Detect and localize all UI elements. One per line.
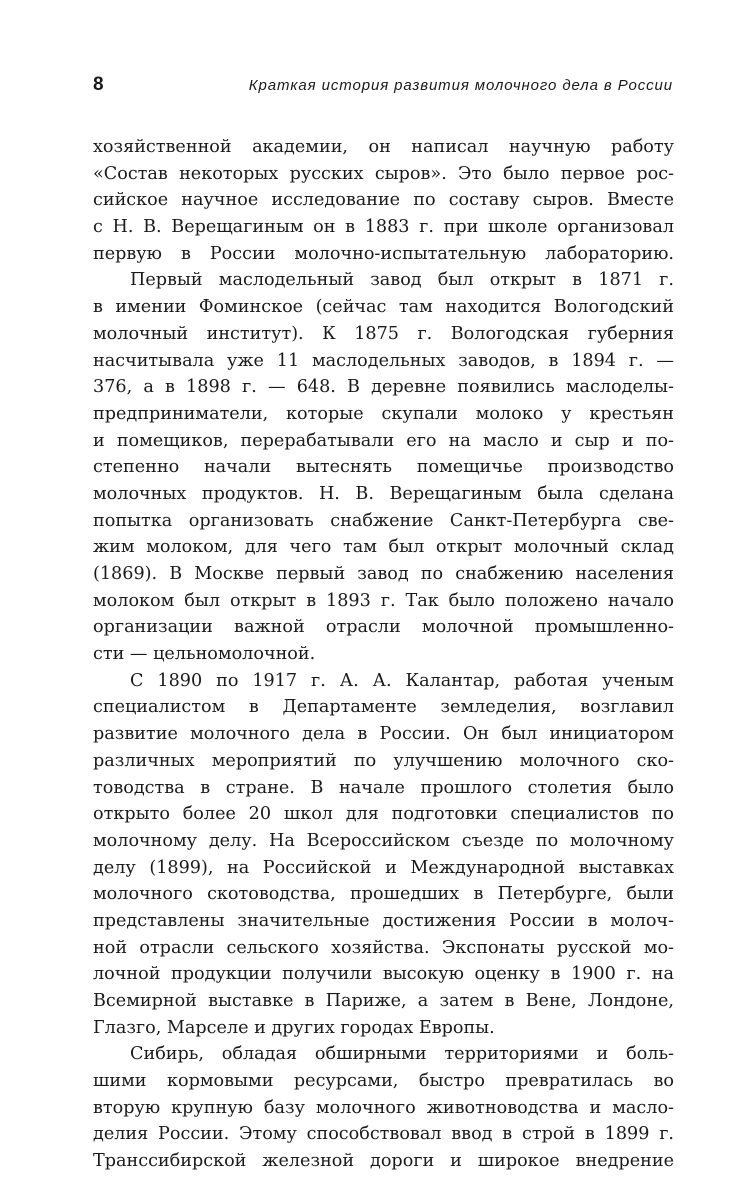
text-line: организации важной отрасли молочной промышленно- xyxy=(93,617,674,638)
paragraph-1 xyxy=(93,134,674,267)
text-line: различных мероприятий по улучшению молочного ско- xyxy=(93,750,674,771)
text-line: развитие молочного дела в России. Он был инициатором xyxy=(93,724,674,745)
text-line: степенно начали вытеснять помещичье производство xyxy=(93,457,674,478)
text-line: товодства в стране. В начале прошлого столетия было xyxy=(93,777,674,798)
text-line: Транссибирской железной дороги и широкое внедрение xyxy=(93,1151,674,1172)
text-line: молочных продуктов. Н. В. Верещагиным была сделана xyxy=(93,483,674,504)
text-line: С 1890 по 1917 г. А. А. Калантар, работая ученым xyxy=(130,670,674,691)
paragraph-2 xyxy=(93,267,674,667)
text-line: в имении Фоминское (сейчас там находится Вологодский xyxy=(93,297,674,318)
text-line: представлены значительные достижения России в молоч- xyxy=(93,910,674,931)
body-text xyxy=(93,134,674,1175)
text-line: сти — цельномолочной. xyxy=(93,644,316,665)
text-line: специалистом в Департаменте земледелия, возглавил xyxy=(93,697,674,718)
paragraph-4 xyxy=(93,1041,674,1174)
text-line: с Н. В. Верещагиным он в 1883 г. при школе организовал xyxy=(93,217,674,238)
text-line: молочному делу. На Всероссийском съезде по молочному xyxy=(93,830,674,851)
text-line: вторую крупную базу молочного животноводства и масло- xyxy=(93,1097,674,1118)
text-line: молочного скотоводства, прошедших в Петербурге, были xyxy=(93,884,674,905)
text-line: молоком был открыт в 1893 г. Так было положено начало xyxy=(93,590,674,611)
text-line: предприниматели, которые скупали молоко у крестьян xyxy=(93,403,674,424)
text-line: Сибирь, обладая обширными территориями и боль- xyxy=(130,1044,674,1065)
text-line: шими кормовыми ресурсами, быстро превратилась во xyxy=(93,1071,674,1092)
text-line: сийское научное исследование по составу сыров. Вместе xyxy=(93,190,674,211)
running-title: Краткая история развития молочного дела в России xyxy=(248,77,673,94)
text-line: лочной продукции получили высокую оценку в 1900 г. на xyxy=(93,964,674,985)
page-header xyxy=(93,73,673,99)
text-line: делия России. Этому способствовал ввод в строй в 1899 г. xyxy=(93,1124,674,1145)
text-line: попытка организовать снабжение Санкт-Петербурга све- xyxy=(93,510,674,531)
text-line: Всемирной выставке в Париже, а затем в Вене, Лондоне, xyxy=(93,991,674,1011)
text-line: и помещиков, перерабатывали его на масло и сыр и по- xyxy=(93,430,674,451)
text-line: открыто более 20 школ для подготовки специалистов по xyxy=(93,804,674,825)
text-line: Глазго, Марселе и других городах Европы. xyxy=(93,1017,495,1038)
text-line: 376, а в 1898 г. — 648. В деревне появились маслоделы- xyxy=(93,377,674,398)
text-line: «Состав некоторых русских сыров». Это было первое рос- xyxy=(93,163,674,184)
text-line: молочный институт). К 1875 г. Вологодская губерния xyxy=(93,323,674,344)
text-line: жим молоком, для чего там был открыт молочный склад xyxy=(93,537,674,558)
text-line: делу (1899), на Российской и Международной выставках xyxy=(93,857,674,878)
text-line: первую в России молочно-испытательную лабораторию. xyxy=(93,243,674,264)
text-line: хозяйственной академии, он написал научную работу xyxy=(93,137,674,157)
text-line: ной отрасли сельского хозяйства. Экспонаты русской мо- xyxy=(93,937,674,958)
paragraph-3 xyxy=(93,668,674,1042)
text-line: насчитывала уже 11 маслодельных заводов, в 1894 г. — xyxy=(93,350,674,371)
page-number: 8 xyxy=(93,74,104,95)
text-line: (1869). В Москве первый завод по снабжению населения xyxy=(93,564,674,584)
text-line: Первый маслодельный завод был открыт в 1871 г. xyxy=(130,270,674,291)
